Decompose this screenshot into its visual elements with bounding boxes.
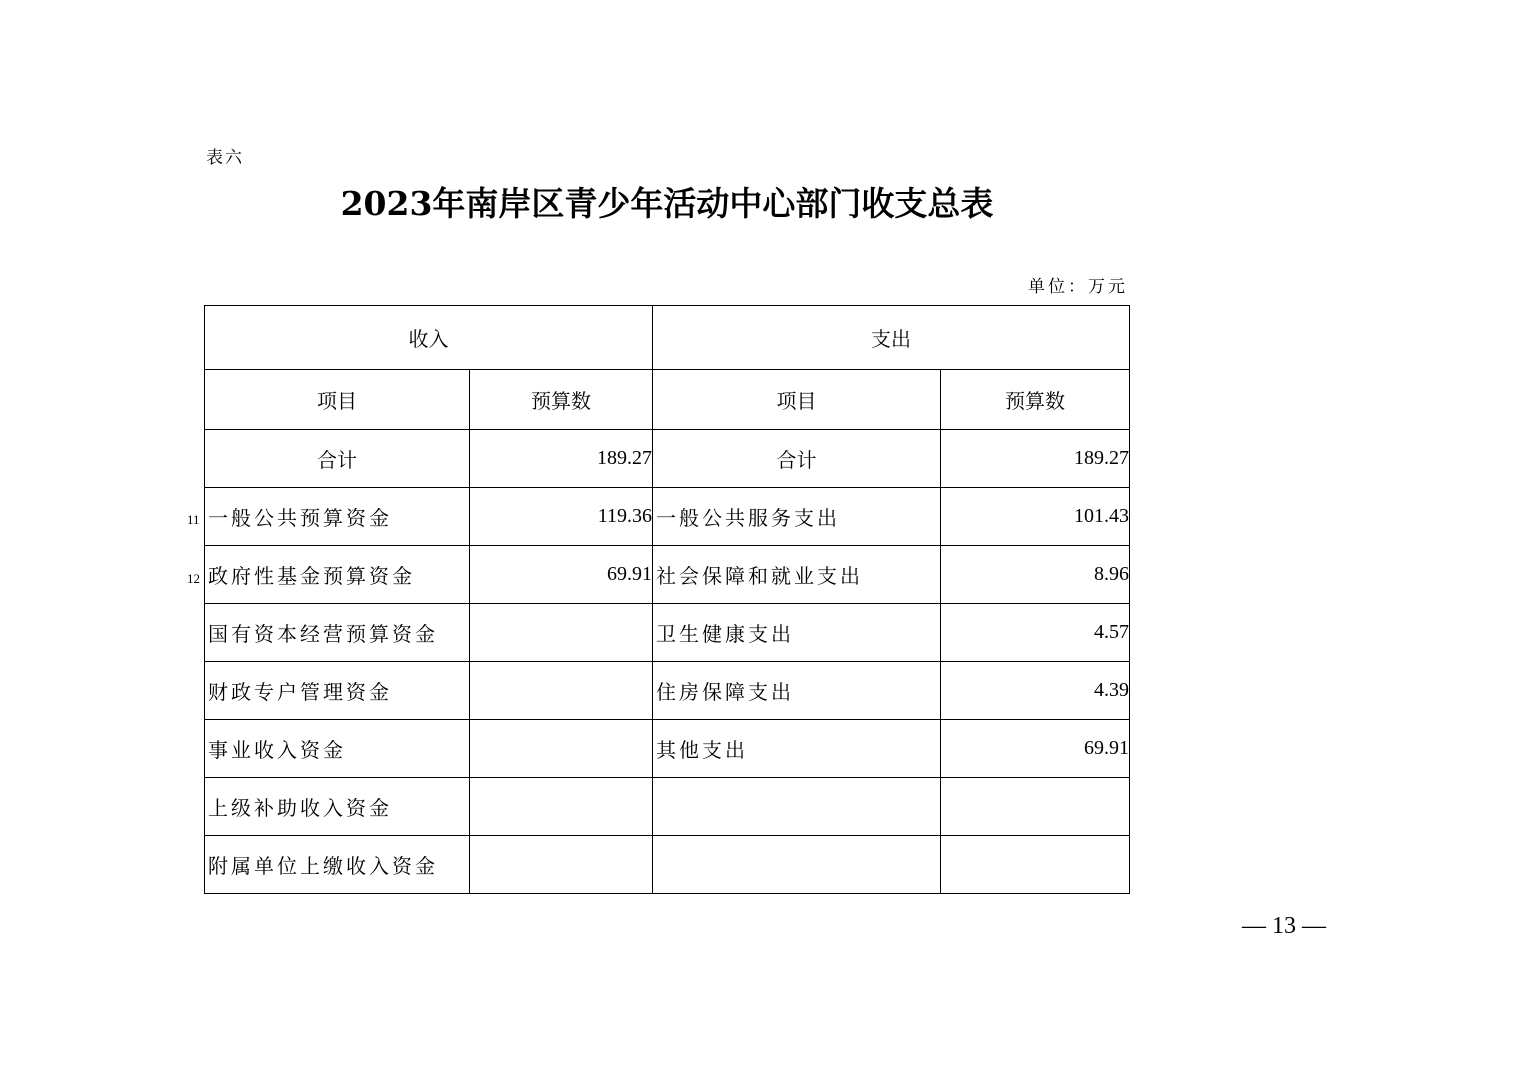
income-item: 事业收入资金: [205, 720, 470, 778]
table-row: [205, 662, 1130, 720]
income-item: 政府性基金预算资金: [205, 546, 470, 604]
expense-item: 社会保障和就业支出: [653, 546, 941, 604]
table-row: [205, 488, 1130, 546]
income-value: [470, 720, 653, 778]
expense-value: 8.96: [941, 546, 1130, 604]
expense-total-value: 189.27: [941, 430, 1130, 488]
margin-line-number: 11: [187, 512, 200, 527]
income-value: [470, 662, 653, 720]
expense-total-label: 合计: [653, 430, 941, 488]
income-value: [470, 778, 653, 836]
expense-value: 4.57: [941, 604, 1130, 662]
income-value: 119.36: [470, 488, 653, 546]
expense-item: 一般公共服务支出: [653, 488, 941, 546]
table-label: 表六: [206, 148, 244, 168]
table-row: [205, 604, 1130, 662]
table-row: [205, 778, 1130, 836]
income-header: 收入: [205, 306, 653, 370]
income-item: 一般公共预算资金: [205, 488, 470, 546]
expense-item: 住房保障支出: [653, 662, 941, 720]
unit-label: 单位：万元: [1028, 277, 1128, 297]
expense-header: 支出: [653, 306, 1130, 370]
header-row-main: [205, 306, 1130, 370]
table-row: [205, 836, 1130, 894]
expense-value: 101.43: [941, 488, 1130, 546]
expense-value: [941, 778, 1130, 836]
table-row: [205, 546, 1130, 604]
expense-item: 卫生健康支出: [653, 604, 941, 662]
income-item: 财政专户管理资金: [205, 662, 470, 720]
total-row: [205, 430, 1130, 488]
expense-value: [941, 836, 1130, 894]
expense-value: 69.91: [941, 720, 1130, 778]
income-value: [470, 836, 653, 894]
expense-item: 其他支出: [653, 720, 941, 778]
income-value: [470, 604, 653, 662]
income-value: 69.91: [470, 546, 653, 604]
expense-item: [653, 836, 941, 894]
income-item-header: 项目: [205, 370, 470, 430]
expense-item: [653, 778, 941, 836]
expense-value: 4.39: [941, 662, 1130, 720]
income-item: 上级补助收入资金: [205, 778, 470, 836]
table-row: [205, 720, 1130, 778]
header-row-sub: [205, 370, 1130, 430]
income-item: 附属单位上缴收入资金: [205, 836, 470, 894]
margin-line-number: 12: [187, 571, 200, 586]
income-total-value: 189.27: [470, 430, 653, 488]
document-title: 2023年南岸区青少年活动中心部门收支总表: [340, 184, 994, 223]
expense-budget-header: 预算数: [941, 370, 1130, 430]
income-total-label: 合计: [205, 430, 470, 488]
income-budget-header: 预算数: [470, 370, 653, 430]
income-item: 国有资本经营预算资金: [205, 604, 470, 662]
expense-item-header: 项目: [653, 370, 941, 430]
page-number: — 13 —: [1242, 913, 1326, 939]
budget-table: [204, 305, 1130, 894]
